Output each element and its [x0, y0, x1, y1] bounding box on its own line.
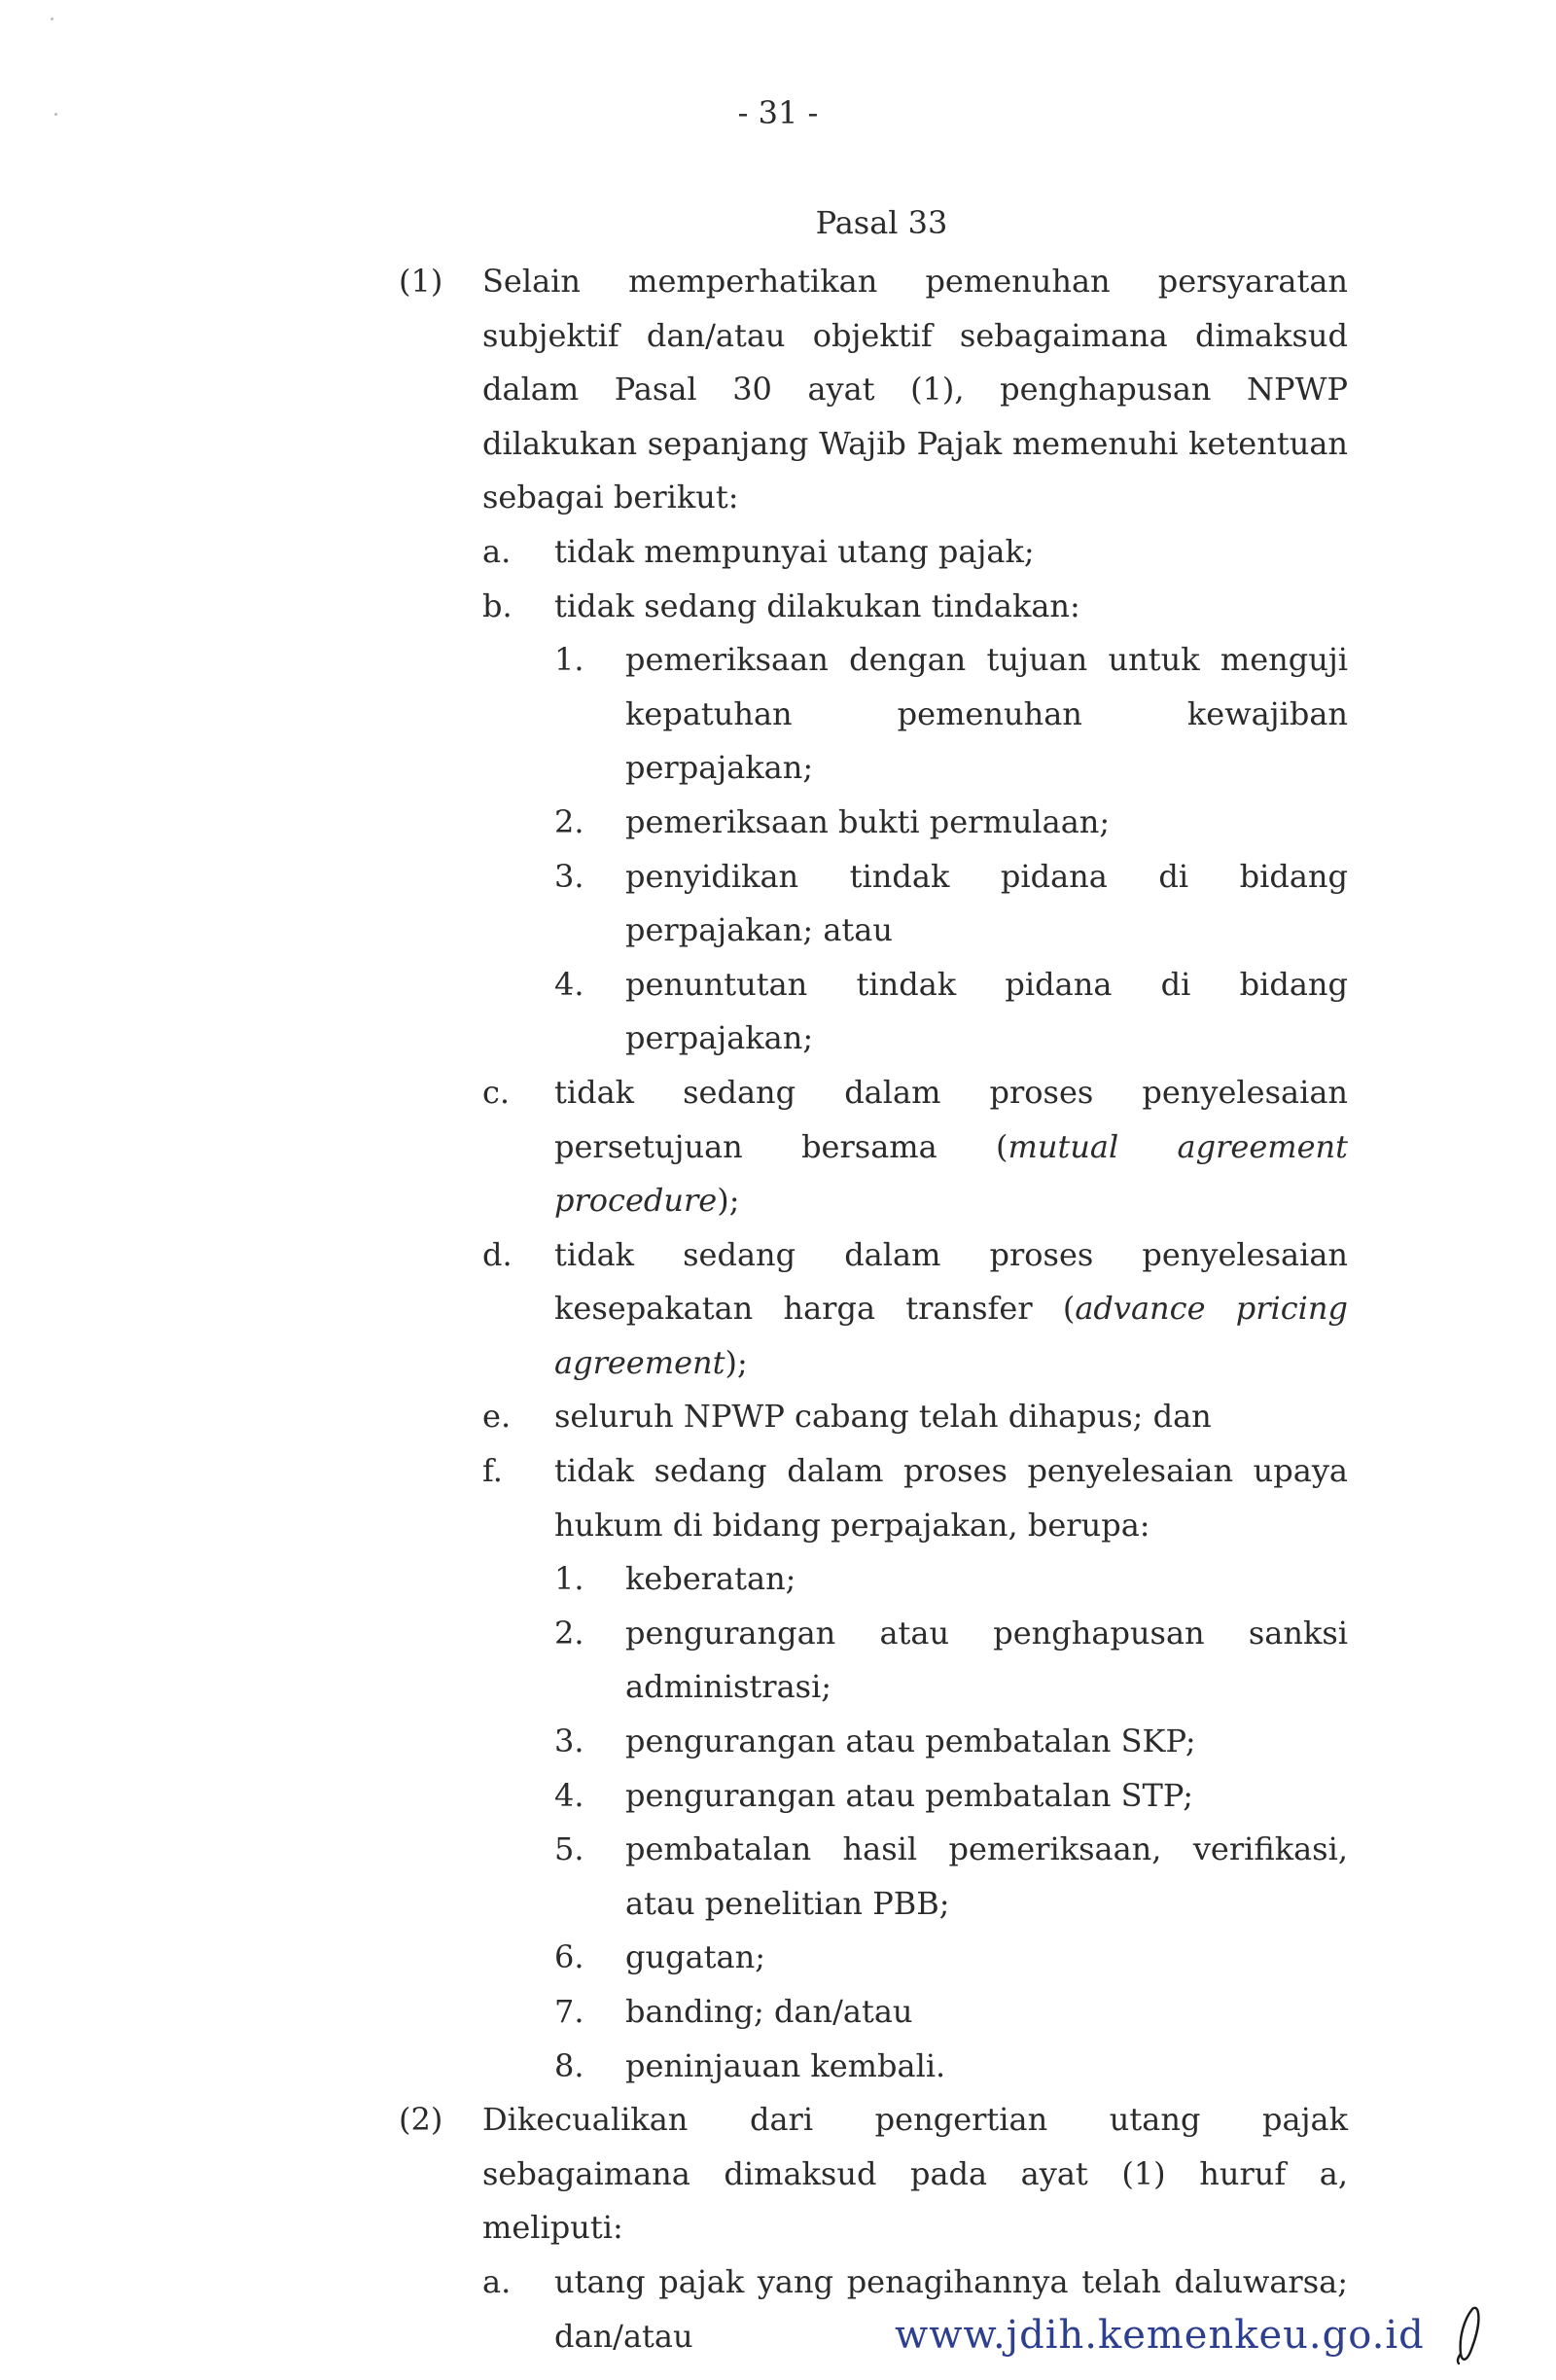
item-marker: f.: [482, 1452, 503, 1490]
item-text: [625, 796, 1348, 850]
item-text-part: tidak mempunyai utang pajak;: [554, 532, 1035, 570]
numbered-item: [554, 2040, 1348, 2094]
numbered-item: [554, 1931, 1348, 1985]
item-text-part: );: [717, 1182, 740, 1220]
item-text-part: pengurangan atau pembatalan SKP;: [625, 1723, 1196, 1760]
numbered-item: [554, 633, 1348, 796]
article-title: Pasal 33: [815, 204, 948, 241]
item-text-part: pemeriksaan bukti permulaan;: [625, 802, 1111, 840]
item-text-part: pemeriksaan dengan tujuan untuk menguji kepatuhan pemenuhan kewajiban perpajakan;: [625, 641, 1348, 787]
letter-item: [482, 580, 1348, 634]
item-italic-term: advance pricing agreement: [554, 1290, 1349, 1381]
footer-website-link[interactable]: www.jdih.kemenkeu.go.id: [895, 2313, 1425, 2358]
item-text: [625, 1823, 1348, 1931]
item-text: [554, 580, 1348, 634]
numbered-item: [554, 1715, 1348, 1769]
item-marker: 4.: [554, 965, 584, 1003]
item-text: [625, 1607, 1348, 1715]
item-marker: (1): [399, 263, 443, 300]
item-marker: a.: [482, 532, 512, 570]
item-marker: 1.: [554, 1560, 584, 1598]
item-marker: 1.: [554, 641, 584, 679]
paragraph: [399, 2093, 1348, 2256]
item-text-part: tidak sedang dalam proses penyelesaian persetujuan bersama (: [554, 1073, 1348, 1165]
item-marker: 3.: [554, 1723, 584, 1760]
item-text-part: tidak sedang dalam proses penyelesaian upaya hukum di bidang perpajakan, berupa:: [554, 1452, 1348, 1544]
item-marker: a.: [482, 2262, 512, 2300]
item-marker: 3.: [554, 857, 584, 895]
item-text-part: Dikecualikan dari pengertian utang pajak sebagaimana dimaksud pada ayat (1) huruf a, meliputi:: [482, 2101, 1348, 2247]
item-text-part: tidak sedang dilakukan tindakan:: [554, 586, 1080, 624]
item-text-part: Selain memperhatikan pemenuhan persyaratan subjektif dan/atau objektif sebagaimana dimaksud dalam Pasal 30 ayat (1), penghapusan NPWP dilakukan sepanjang Wajib Pajak memenuhi ketentuan sebagai berikut:: [482, 263, 1348, 516]
numbered-item: [554, 1607, 1348, 1715]
item-text-part: gugatan;: [625, 1938, 765, 1976]
item-text: [625, 2040, 1348, 2094]
item-marker: 2.: [554, 1614, 584, 1652]
item-text-part: penyidikan tindak pidana di bidang perpajakan; atau: [625, 857, 1348, 949]
item-marker: 7.: [554, 1993, 584, 2030]
item-text: [625, 1552, 1348, 1607]
item-marker: d.: [482, 1235, 513, 1273]
item-marker: 8.: [554, 2046, 584, 2084]
item-text: [625, 1769, 1348, 1824]
letter-item: [482, 1066, 1348, 1228]
item-marker: 5.: [554, 1830, 584, 1868]
numbered-item: [554, 1769, 1348, 1824]
item-marker: c.: [482, 1073, 511, 1111]
item-text-part: pembatalan hasil pemeriksaan, verifikasi, atau penelitian PBB;: [625, 1830, 1348, 1922]
numbered-item: [554, 958, 1348, 1066]
letter-item: [482, 1444, 1348, 1552]
letter-item: [482, 1390, 1348, 1444]
item-text: [625, 633, 1348, 796]
item-text-part: pengurangan atau pembatalan STP;: [625, 1776, 1194, 1814]
item-text-part: penuntutan tindak pidana di bidang perpajakan;: [625, 965, 1348, 1057]
item-text: [625, 1985, 1348, 2040]
item-text: [625, 850, 1348, 958]
item-marker: 2.: [554, 802, 584, 840]
letter-item: [482, 525, 1348, 580]
item-marker: e.: [482, 1398, 512, 1436]
numbered-item: [554, 796, 1348, 850]
page-number: - 31 -: [737, 94, 819, 131]
item-text: [554, 1390, 1348, 1444]
item-text: [554, 1066, 1348, 1228]
article-body: [399, 255, 1348, 2363]
numbered-item: [554, 1823, 1348, 1931]
letter-item: [482, 1228, 1348, 1391]
item-text-part: seluruh NPWP cabang telah dihapus; dan: [554, 1398, 1212, 1436]
initial-signature-icon: [1455, 2305, 1488, 2365]
item-italic-term: mutual agreement procedure: [554, 1127, 1348, 1220]
paragraph: [399, 255, 1348, 525]
item-text: [482, 2093, 1348, 2256]
item-text: [554, 1228, 1348, 1391]
item-marker: 4.: [554, 1776, 584, 1814]
item-text: [625, 958, 1348, 1066]
item-text: [554, 525, 1348, 580]
item-text: [625, 1931, 1348, 1985]
item-marker: 6.: [554, 1938, 584, 1976]
item-text-part: peninjauan kembali.: [625, 2046, 946, 2084]
item-text-part: keberatan;: [625, 1560, 796, 1598]
numbered-item: [554, 850, 1348, 958]
item-text-part: pengurangan atau penghapusan sanksi administrasi;: [625, 1614, 1348, 1706]
item-text: [482, 255, 1348, 525]
item-text-part: banding; dan/atau: [625, 1993, 913, 2030]
numbered-item: [554, 1552, 1348, 1607]
item-text-part: tidak sedang dalam proses penyelesaian kesepakatan harga transfer (: [554, 1235, 1348, 1328]
item-text-part: utang pajak yang penagihannya telah daluwarsa; dan/atau: [554, 2262, 1348, 2355]
item-text: [554, 1444, 1348, 1552]
item-marker: (2): [399, 2101, 443, 2139]
item-marker: b.: [482, 586, 513, 624]
item-text-part: );: [725, 1343, 748, 1381]
item-text: [625, 1715, 1348, 1769]
numbered-item: [554, 1985, 1348, 2040]
